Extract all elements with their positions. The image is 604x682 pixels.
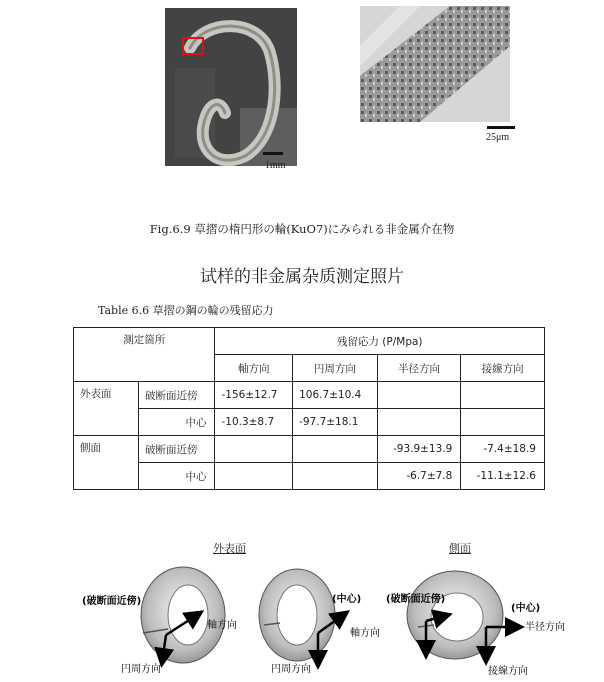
stress-direction-diagram (0, 555, 604, 682)
label-near-fracture-1: (破断面近傍) (82, 596, 142, 607)
figure-caption: Fig.6.9 草摺の楕円形の輪(KuO7)にみられる非金属介在物 (149, 222, 455, 236)
col-circum: 円周方向 (293, 355, 378, 382)
tangent-cell: -7.4±18.9 (461, 436, 545, 463)
label-near-fracture-2: (破断面近傍) (386, 594, 446, 605)
tangent-cell (461, 382, 545, 409)
ring-micrograph (165, 8, 297, 166)
label-outer-surface: 外表面 (213, 542, 246, 555)
ring-outer-center (259, 569, 346, 665)
circum-cell (293, 463, 378, 490)
circum-cell (293, 436, 378, 463)
col-radial: 半径方向 (377, 355, 461, 382)
tangent-cell: -11.1±12.6 (461, 463, 545, 490)
label-axial-2: 軸方向 (350, 628, 380, 639)
radial-cell: -93.9±13.9 (377, 436, 461, 463)
scale-label-1mm: 1mm (265, 160, 286, 171)
header-location: 測定箇所 (74, 328, 215, 382)
radial-cell (377, 409, 461, 436)
pos-cell: 中心 (139, 463, 215, 490)
table-row (74, 382, 545, 409)
axial-cell: -156±12.7 (215, 382, 293, 409)
header-stress: 残留応力 (P/Mpa) (215, 328, 545, 355)
pos-cell: 破断面近傍 (139, 436, 215, 463)
inclusion-micrograph (360, 6, 510, 122)
axial-cell (215, 436, 293, 463)
residual-stress-table (73, 327, 545, 490)
table-caption: Table 6.6 草摺の鋼の輪の残留応力 (98, 304, 274, 317)
label-axial-1: 軸方向 (207, 620, 237, 631)
pos-cell: 中心 (139, 409, 215, 436)
col-axial: 軸方向 (215, 355, 293, 382)
label-circum-1: 円周方向 (121, 664, 161, 675)
scale-label-25um: 25μm (486, 132, 510, 143)
circum-cell: -97.7±18.1 (293, 409, 378, 436)
label-circum-2: 円周方向 (271, 664, 311, 675)
scale-bar-25um (487, 126, 515, 129)
axial-cell: -10.3±8.7 (215, 409, 293, 436)
group-outer: 外表面 (74, 382, 139, 436)
radial-cell: -6.7±7.8 (377, 463, 461, 490)
chinese-title: 试样的非金属杂质测定照片 (200, 267, 404, 287)
pos-cell: 破断面近傍 (139, 382, 215, 409)
label-side-surface: 側面 (449, 542, 471, 555)
tangent-cell (461, 409, 545, 436)
radial-cell (377, 382, 461, 409)
label-radial: 半径方向 (525, 622, 565, 633)
table-row (74, 463, 545, 490)
axial-cell (215, 463, 293, 490)
group-side: 側面 (74, 436, 139, 490)
ring-side (407, 571, 520, 661)
circum-cell: 106.7±10.4 (293, 382, 378, 409)
table-row (74, 436, 545, 463)
col-tangent: 接線方向 (461, 355, 545, 382)
label-center-1: (中心) (332, 594, 362, 605)
label-center-2: (中心) (511, 603, 541, 614)
table-row (74, 409, 545, 436)
ring-outer-near-fracture (141, 567, 225, 663)
label-tangent: 接線方向 (488, 666, 528, 677)
